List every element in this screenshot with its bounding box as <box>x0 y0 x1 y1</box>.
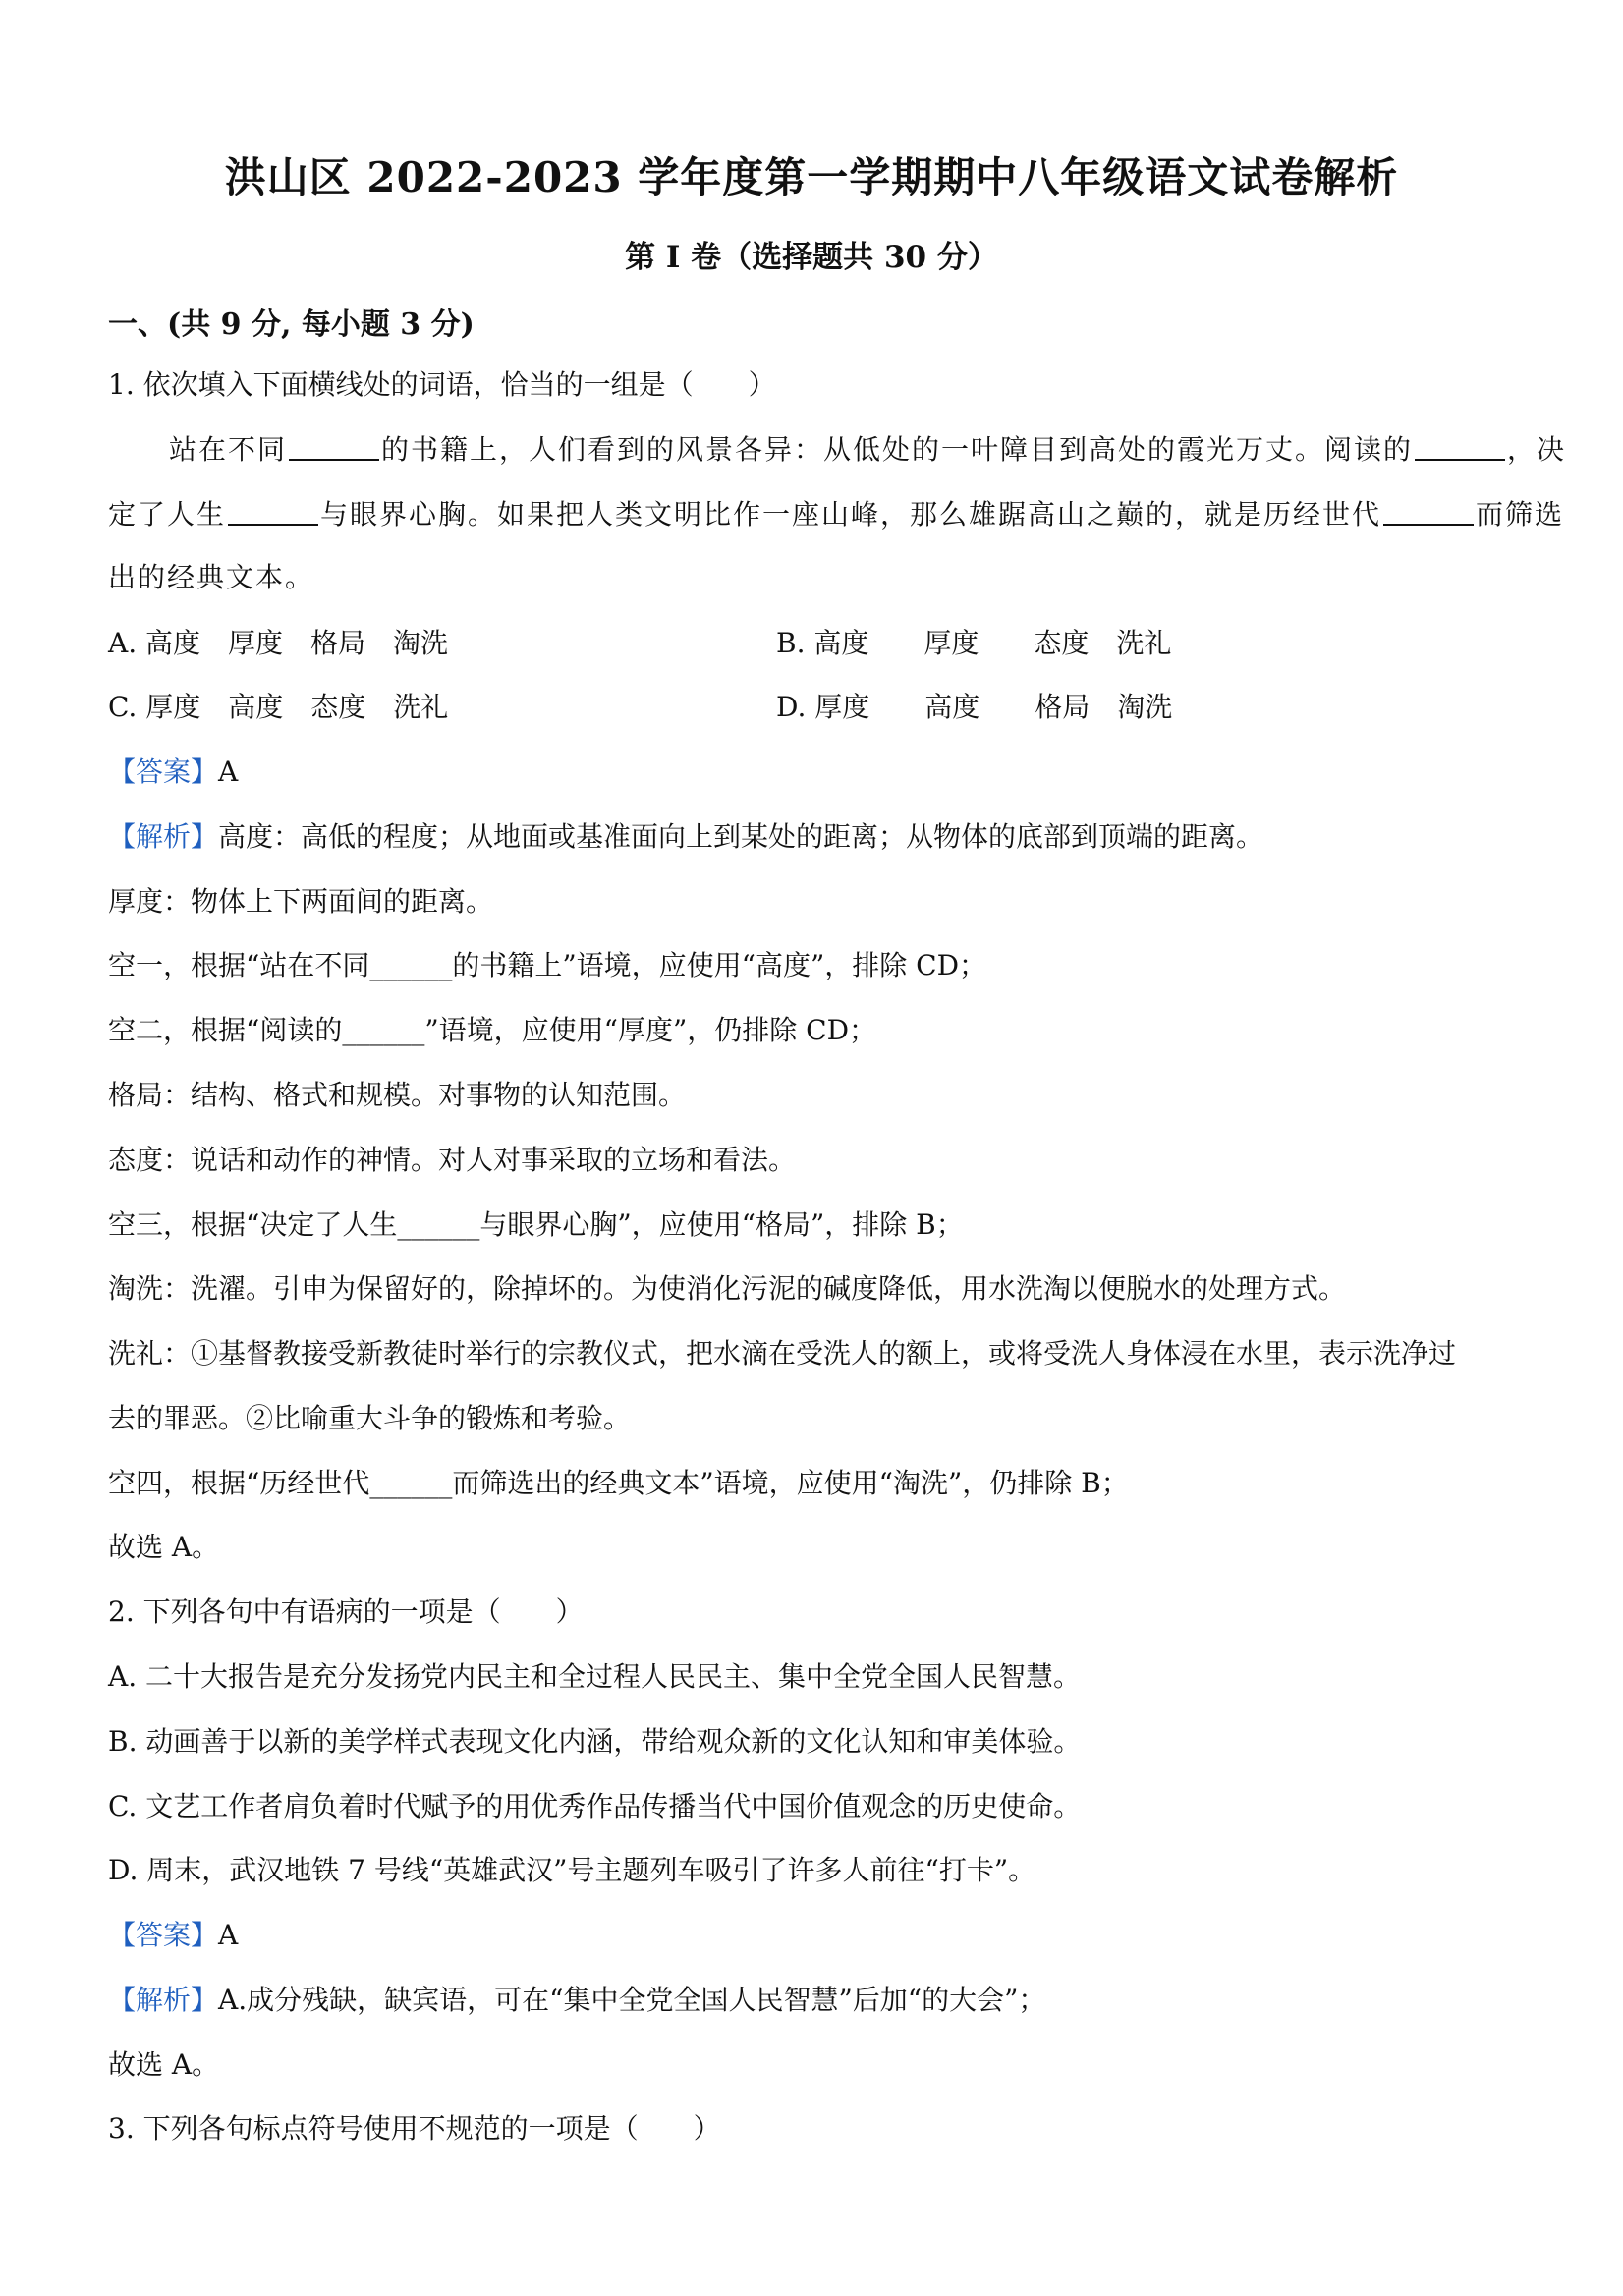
q1-passage-line-2 <box>108 493 1565 532</box>
passage-text: 定了人生 <box>108 498 227 531</box>
q1-option-b: B. 高度 厚度 态度 洗礼 <box>776 627 1172 659</box>
q1-option-a: A. 高度 厚度 格局 淘洗 <box>108 627 449 659</box>
analysis-line: 空二，根据“阅读的______”语境，应使用“厚度”，仍排除 CD； <box>108 1014 877 1046</box>
answer-value: A <box>218 1919 239 1951</box>
q1-option-d: D. 厚度 高度 格局 淘洗 <box>776 691 1173 723</box>
analysis-line: 空三，根据“决定了人生______与眼界心胸”，应使用“格局”，排除 B； <box>108 1208 964 1241</box>
passage-text: 而筛选 <box>1476 498 1565 531</box>
q2-answer <box>108 1914 1523 1953</box>
answer-tag: 【答案】 <box>108 756 219 788</box>
passage-text: 站在不同 <box>169 433 288 466</box>
answer-value: A <box>218 756 239 788</box>
analysis-line: 洗礼：①基督教接受新教徒时举行的宗教仪式，把水滴在受洗人的额上，或将受洗人身体浸在水里，表示洗净过 <box>108 1337 1457 1370</box>
section-heading: 一、(共 9 分, 每小题 3 分) <box>108 308 475 342</box>
fill-blank-3 <box>228 502 318 526</box>
volume-subtitle: 第 I 卷（选择题共 30 分） <box>625 240 998 275</box>
q1-stem: 1. 依次填入下面横线处的词语，恰当的一组是（ ） <box>108 368 776 401</box>
analysis-line: 厚度：物体上下两面间的距离。 <box>108 885 494 918</box>
analysis-line: 空四，根据“历经世代______而筛选出的经典文本”语境，应使用“淘洗”，仍排除 B； <box>108 1467 1129 1499</box>
q1-analysis-first <box>108 815 1523 855</box>
analysis-line: 故选 A。 <box>108 1531 220 1563</box>
analysis-tag: 【解析】 <box>108 820 219 853</box>
fill-blank-1 <box>289 437 379 461</box>
analysis-line: 格局：结构、格式和规模。对事物的认知范围。 <box>108 1079 687 1111</box>
q1-passage-line-3: 出的经典文本。 <box>108 561 315 593</box>
q3-stem: 3. 下列各句标点符号使用不规范的一项是（ ） <box>108 2112 721 2145</box>
analysis-text: 高度：高低的程度；从地面或基准面向上到某处的距离；从物体的底部到顶端的距离。 <box>218 820 1264 853</box>
analysis-line: 态度：说话和动作的神情。对人对事采取的立场和看法。 <box>108 1144 797 1176</box>
fill-blank-2 <box>1415 437 1505 461</box>
passage-text: 与眼界心胸。如果把人类文明比作一座山峰，那么雄踞高山之巅的，就是历经世代 <box>320 498 1382 531</box>
analysis-line: 淘洗：洗濯。引申为保留好的，除掉坏的。为使消化污泥的碱度降低，用水洗淘以便脱水的处理方式。 <box>108 1272 1347 1305</box>
passage-text: 的书籍上，人们看到的风景各异：从低处的一叶障目到高处的霞光万丈。阅读的 <box>381 433 1414 466</box>
q2-option-b: B. 动画善于以新的美学样式表现文化内涵，带给观众新的文化认知和审美体验。 <box>108 1725 1082 1758</box>
q2-analysis <box>108 1979 1523 2018</box>
q1-answer <box>108 751 1523 790</box>
analysis-text: A.成分残缺，缺宾语，可在“集中全党全国人民智慧”后加“的大会”； <box>218 1984 1046 2016</box>
fill-blank-4 <box>1383 502 1474 526</box>
q2-conclusion: 故选 A。 <box>108 2048 220 2081</box>
analysis-line: 空一，根据“站在不同______的书籍上”语境，应使用“高度”，排除 CD； <box>108 949 987 981</box>
q2-option-a: A. 二十大报告是充分发扬党内民主和全过程人民民主、集中全党全国人民智慧。 <box>108 1660 1082 1693</box>
q1-passage-line-1 <box>169 428 1567 468</box>
q2-stem: 2. 下列各句中有语病的一项是（ ） <box>108 1596 584 1628</box>
document-title: 洪山区 2022-2023 学年度第一学期期中八年级语文试卷解析 <box>224 153 1399 201</box>
passage-text: ，决 <box>1507 433 1567 466</box>
q1-option-c: C. 厚度 高度 态度 洗礼 <box>108 691 449 723</box>
q2-option-c: C. 文艺工作者肩负着时代赋予的用优秀作品传播当代中国价值观念的历史使命。 <box>108 1790 1082 1822</box>
analysis-line: 去的罪恶。②比喻重大斗争的锻炼和考验。 <box>108 1402 632 1434</box>
answer-tag: 【答案】 <box>108 1919 219 1951</box>
q2-option-d: D. 周末，武汉地铁 7 号线“英雄武汉”号主题列车吸引了许多人前往“打卡”。 <box>108 1854 1036 1886</box>
analysis-tag: 【解析】 <box>108 1984 219 2016</box>
